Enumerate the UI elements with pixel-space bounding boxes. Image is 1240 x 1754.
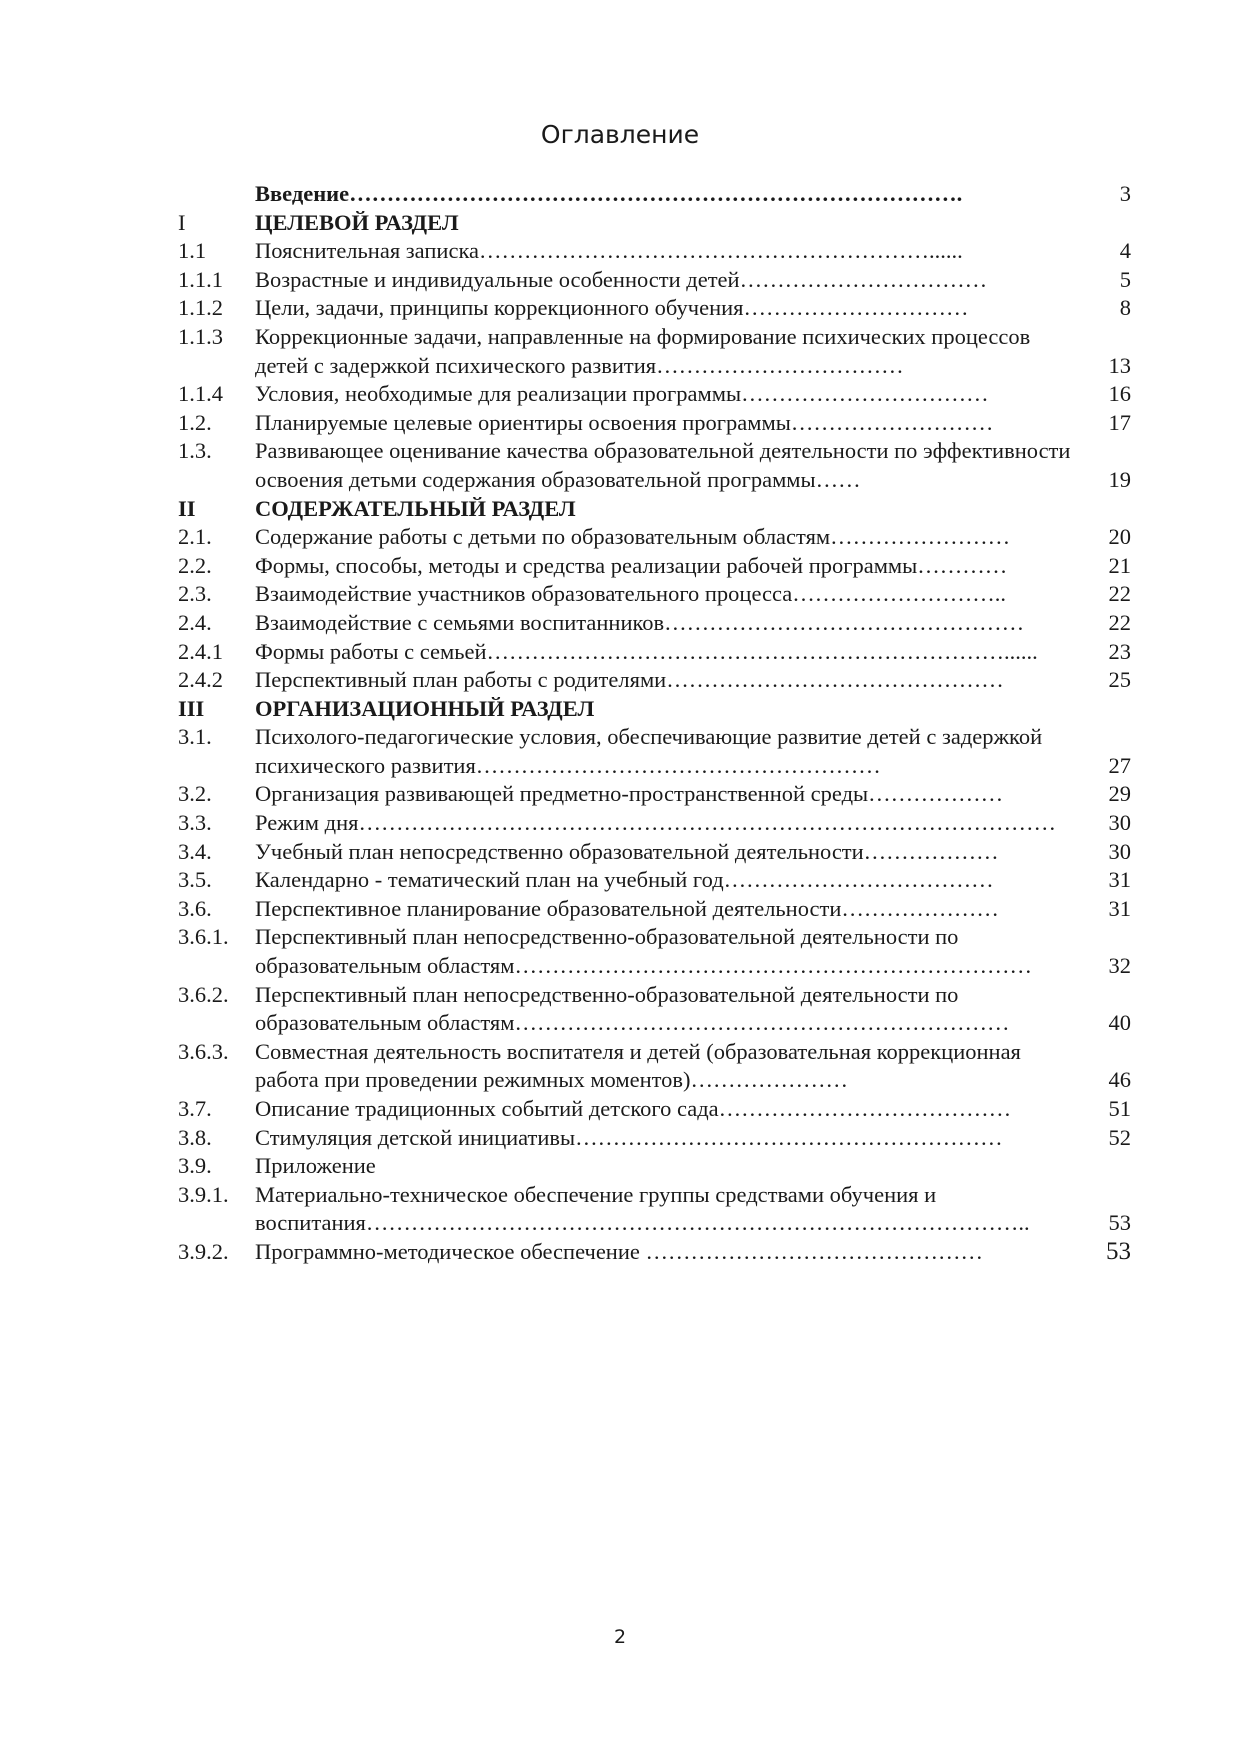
toc-entry-number: 2.4. — [178, 609, 212, 635]
toc-entry-page: 31 — [1108, 867, 1131, 893]
toc-entry-title: Возрастные и индивидуальные особенности детей…………………………… — [255, 266, 988, 292]
toc-entry-page: 32 — [1108, 953, 1131, 979]
toc-entry-title: Материально-техническое обеспечение группы средствами обучения и воспитания…………………………………………………………………………….. — [255, 1181, 1030, 1236]
toc-entry-title: Организация развивающей предметно-пространственной среды……………… — [255, 781, 1004, 807]
toc-entry-title: Перспективный план непосредственно-образовательной деятельности по образовательным областям………………………………………………………… — [255, 981, 1010, 1036]
toc-entry[interactable] — [178, 552, 1153, 581]
toc-entry[interactable] — [178, 1038, 1153, 1095]
toc-entry-number: 2.2. — [178, 552, 212, 578]
toc-entry-page: 31 — [1108, 895, 1131, 921]
toc-entry-title: Цели, задачи, принципы коррекционного обучения………………………… — [255, 295, 969, 321]
toc-entry-page: 30 — [1108, 838, 1131, 864]
toc-entry[interactable] — [178, 1095, 1153, 1124]
table-of-contents — [178, 180, 1153, 1267]
toc-entry-number: 1.1.2 — [178, 295, 223, 321]
toc-entry[interactable] — [178, 437, 1153, 494]
toc-entry[interactable] — [178, 380, 1153, 409]
toc-entry-title: Перспективный план работы с родителями……………………………………… — [255, 667, 1004, 693]
toc-entry-page: 3 — [1119, 181, 1131, 206]
toc-entry-title: Перспективный план непосредственно-образовательной деятельности по образовательным областям…………………………………………………………… — [255, 924, 1032, 979]
toc-entry-page: 53 — [1106, 1237, 1131, 1265]
toc-entry-number: 3.5. — [178, 867, 212, 893]
toc-entry-number: 2.3. — [178, 581, 212, 607]
toc-entry[interactable] — [178, 609, 1153, 638]
toc-entry-number: 3.2. — [178, 781, 212, 807]
toc-entry-number: 3.6.1. — [178, 924, 229, 950]
toc-entry-number: 1.1.4 — [178, 381, 223, 407]
toc-entry-title: Пояснительная записка……………………………………………………...... — [255, 238, 963, 264]
toc-entry-page: 40 — [1108, 1010, 1131, 1036]
toc-entry-number: 3.7. — [178, 1096, 212, 1121]
toc-entry[interactable] — [178, 838, 1153, 867]
toc-entry[interactable] — [178, 266, 1153, 295]
toc-entry-page: 25 — [1108, 667, 1131, 693]
toc-entry[interactable] — [178, 895, 1153, 924]
toc-entry-number: 3.8. — [178, 1124, 212, 1150]
toc-entry-number: 1.3. — [178, 438, 212, 464]
toc-entry-title: Стимуляция детской инициативы………………………………………………… — [255, 1124, 1003, 1150]
toc-entry[interactable] — [178, 323, 1153, 380]
toc-entry-page: 19 — [1108, 466, 1131, 492]
toc-entry-page: 53 — [1108, 1210, 1131, 1236]
toc-entry-page: 5 — [1119, 266, 1131, 292]
toc-entry[interactable] — [178, 1181, 1153, 1238]
toc-entry-page: 29 — [1108, 781, 1131, 807]
toc-entry-page: 30 — [1108, 810, 1131, 836]
toc-entry-title: Психолого-педагогические условия, обеспечивающие развитие детей с задержкой психического развития……………………………………………… — [255, 724, 1043, 778]
toc-entry-page: 51 — [1108, 1096, 1131, 1121]
toc-entry-number: 3.6.3. — [178, 1038, 229, 1064]
toc-entry-number: 3.6. — [178, 895, 212, 921]
toc-entry-title: ЦЕЛЕВОЙ РАЗДЕЛ — [255, 209, 459, 235]
toc-entry-number: III — [178, 695, 205, 721]
toc-entry-page: 22 — [1108, 581, 1131, 607]
toc-entry-title: ОРГАНИЗАЦИОННЫЙ РАЗДЕЛ — [255, 695, 595, 721]
toc-entry-number: 3.4. — [178, 838, 212, 864]
toc-entry-page: 4 — [1119, 238, 1131, 264]
toc-entry-number: 1.1.3 — [178, 323, 223, 349]
toc-entry-page: 13 — [1108, 352, 1131, 378]
toc-entry-page: 17 — [1108, 409, 1131, 435]
toc-entry-number: 3.3. — [178, 810, 212, 836]
toc-entry-title: Развивающее оценивание качества образовательной деятельности по эффективности освоения детьми содержания образовательной программы…… — [255, 438, 1071, 492]
toc-entry[interactable] — [178, 695, 1153, 724]
toc-entry[interactable] — [178, 638, 1153, 667]
toc-entry-title: СОДЕРЖАТЕЛЬНЫЙ РАЗДЕЛ — [255, 495, 576, 521]
toc-entry-title: Календарно - тематический план на учебный год……………………………… — [255, 867, 994, 893]
toc-entry-number: 1.1 — [178, 238, 207, 264]
toc-entry-number: 3.6.2. — [178, 981, 229, 1007]
toc-entry[interactable] — [178, 237, 1153, 266]
toc-entry-page: 23 — [1108, 638, 1131, 664]
toc-entry-page: 27 — [1108, 752, 1131, 778]
toc-entry[interactable] — [178, 780, 1153, 809]
page-number: 2 — [613, 1626, 627, 1648]
toc-entry-title: Формы, способы, методы и средства реализации рабочей программы………… — [255, 552, 1008, 578]
toc-entry-title: Учебный план непосредственно образовательной деятельности……………… — [255, 838, 999, 864]
toc-entry-title: Режим дня………………………………………………………………………………… — [255, 810, 1056, 836]
toc-entry-page: 8 — [1119, 295, 1131, 321]
toc-entry-title: Перспективное планирование образовательной деятельности………………… — [255, 895, 999, 921]
toc-entry-title: Совместная деятельность воспитателя и детей (образовательная коррекционная работа при проведении режимных моментов)………………… — [255, 1038, 1021, 1093]
toc-entry-number: 2.4.2 — [178, 667, 223, 693]
toc-entry[interactable] — [178, 180, 1153, 209]
toc-entry-title: Приложение — [255, 1153, 376, 1179]
toc-entry[interactable] — [178, 866, 1153, 895]
toc-entry-title: Формы работы с семьей……………………………………………………………...... — [255, 638, 1038, 664]
page-title: Оглавление — [540, 120, 700, 149]
toc-entry-title: Взаимодействие с семьями воспитанников………………………………………… — [255, 609, 1025, 635]
toc-entry-number: I — [178, 209, 186, 235]
toc-entry[interactable] — [178, 580, 1153, 609]
toc-entry-page: 52 — [1108, 1124, 1131, 1150]
toc-entry-page: 46 — [1108, 1067, 1131, 1093]
toc-entry[interactable] — [178, 1124, 1153, 1153]
toc-entry-number: 3.9.2. — [178, 1238, 229, 1264]
toc-entry[interactable] — [178, 209, 1153, 238]
toc-entry[interactable] — [178, 723, 1153, 780]
toc-entry-number: II — [178, 495, 196, 521]
toc-entry-title: Содержание работы с детьми по образовательным областям…………………… — [255, 524, 1011, 550]
toc-entry-title: Коррекционные задачи, направленные на формирование психических процессов детей с задержкой психического развития…………………………… — [255, 323, 1031, 378]
toc-entry-page: 22 — [1108, 609, 1131, 635]
toc-entry-title: Программно-методическое обеспечение ……………………………………… — [255, 1238, 983, 1264]
toc-entry-title: Планируемые целевые ориентиры освоения программы……………………… — [255, 409, 994, 435]
toc-entry-number: 3.1. — [178, 724, 212, 750]
toc-entry-page: 20 — [1108, 524, 1131, 550]
toc-entry-title: Взаимодействие участников образовательного процесса……………………….. — [255, 581, 1007, 607]
toc-entry[interactable] — [178, 1238, 1153, 1267]
toc-entry-number: 1.2. — [178, 409, 212, 435]
toc-entry-page: 21 — [1108, 552, 1131, 578]
toc-entry-page: 16 — [1108, 381, 1131, 407]
toc-entry[interactable] — [178, 981, 1153, 1038]
toc-entry-title: Введение………………………………………………………………………. — [255, 181, 963, 206]
toc-entry[interactable] — [178, 666, 1153, 695]
toc-entry[interactable] — [178, 294, 1153, 323]
toc-entry[interactable] — [178, 409, 1153, 438]
toc-entry-number: 2.1. — [178, 524, 212, 550]
toc-entry[interactable] — [178, 1152, 1153, 1181]
toc-entry[interactable] — [178, 523, 1153, 552]
toc-entry-number: 3.9.1. — [178, 1181, 229, 1207]
toc-entry-number: 1.1.1 — [178, 266, 223, 292]
toc-entry-number: 3.9. — [178, 1153, 212, 1179]
toc-entry[interactable] — [178, 809, 1153, 838]
toc-entry[interactable] — [178, 923, 1153, 980]
toc-entry-title: Условия, необходимые для реализации программы…………………………… — [255, 381, 989, 407]
toc-entry-number: 2.4.1 — [178, 638, 223, 664]
toc-entry[interactable] — [178, 495, 1153, 524]
toc-entry-title: Описание традиционных событий детского сада………………………………… — [255, 1096, 1012, 1121]
